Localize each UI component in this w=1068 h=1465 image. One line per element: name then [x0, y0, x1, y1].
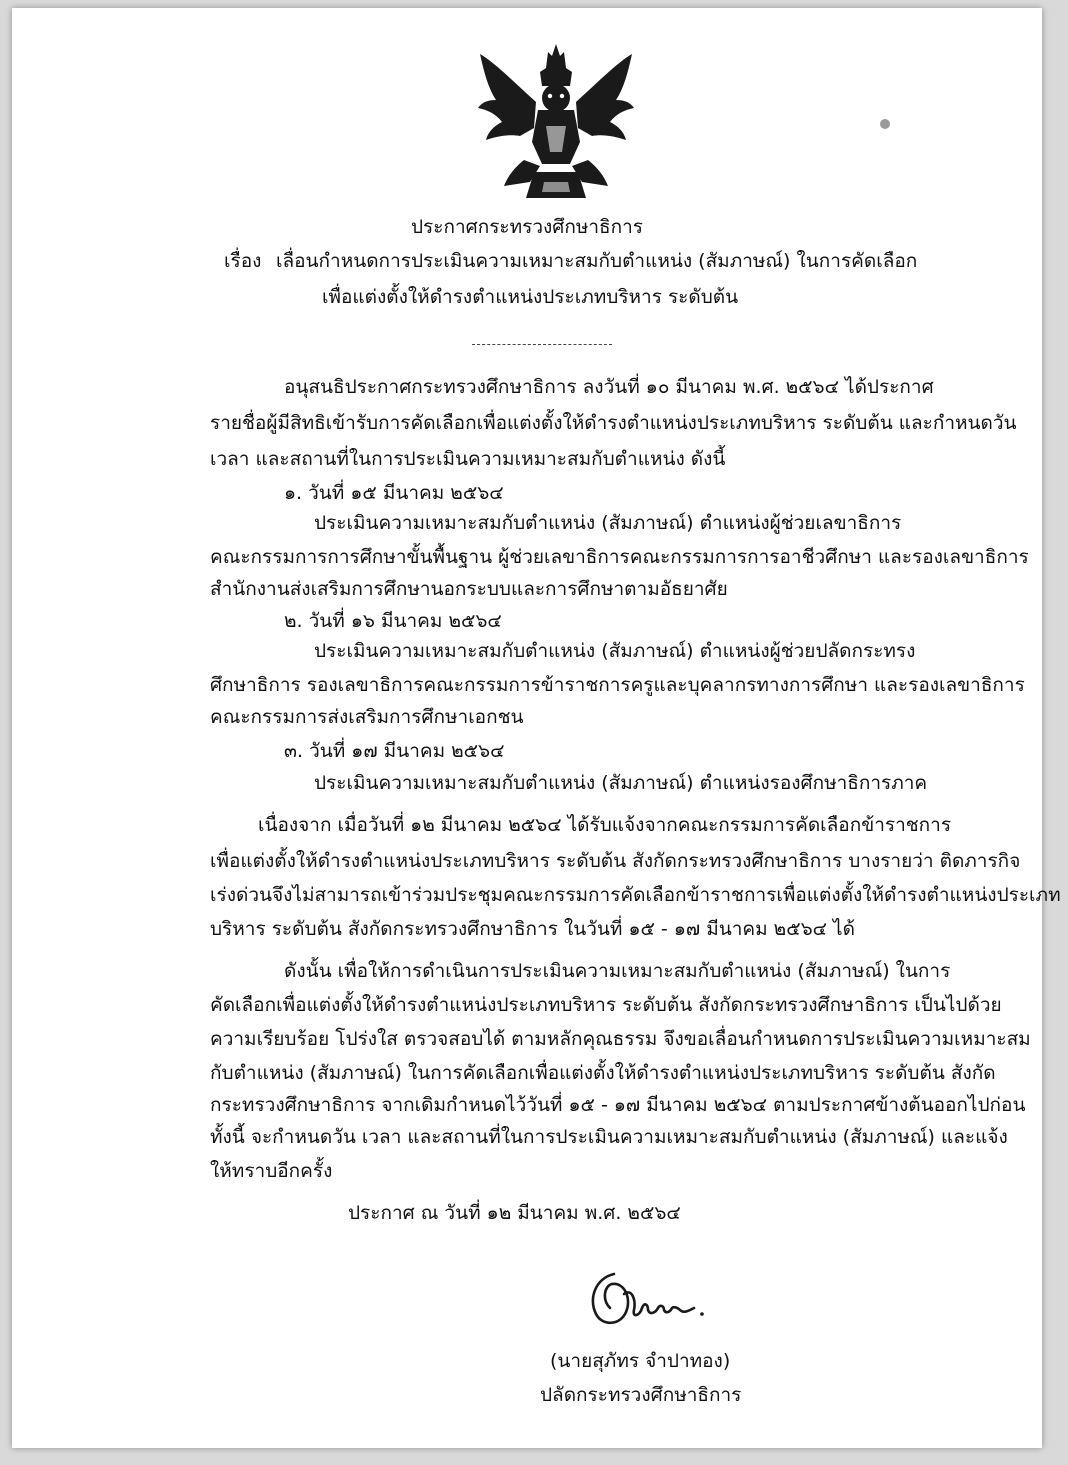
reason-line-4: บริหาร ระดับต้น สังกัดกระทรวงศึกษาธิการ ในวันที่ ๑๕ - ๑๗ มีนาคม ๒๕๖๔ ได้ [210, 918, 855, 940]
reason-line-2: เพื่อแต่งตั้งให้ดำรงตำแหน่งประเภทบริหาร ระดับต้น สังกัดกระทรวงศึกษาธิการ บางรายว่า ติดภารกิจ [210, 850, 1021, 872]
reason-line-3: เร่งด่วนจึงไม่สามารถเข้าร่วมประชุมคณะกรรมการคัดเลือกข้าราชการเพื่อแต่งตั้งให้ดำรงตำแหน่งประเภท [210, 884, 1061, 906]
scan-speck [880, 119, 890, 129]
item-1-line-3: สำนักงานส่งเสริมการศึกษานอกระบบและการศึกษาตามอัธยาศัย [210, 578, 728, 600]
signer-position: ปลัดกระทรวงศึกษาธิการ [540, 1384, 742, 1406]
item-1-line-2: คณะกรรมการการศึกษาขั้นพื้นฐาน ผู้ช่วยเลขาธิการคณะกรรมการการอาชีวศึกษา และรองเลขาธิการ [210, 546, 1029, 568]
subject-line-2: เพื่อแต่งตั้งให้ดำรงตำแหน่งประเภทบริหาร ระดับต้น [322, 286, 739, 308]
intro-line-3: เวลา และสถานที่ในการประเมินความเหมาะสมกับตำแหน่ง ดังนี้ [210, 448, 726, 470]
item-1-line-1: ประเมินความเหมาะสมกับตำแหน่ง (สัมภาษณ์) ตำแหน่งผู้ช่วยเลขาธิการ [314, 512, 902, 534]
title-divider [472, 344, 612, 345]
intro-line-2: รายชื่อผู้มีสิทธิเข้ารับการคัดเลือกเพื่อแต่งตั้งให้ดำรงตำแหน่งประเภทบริหาร ระดับต้น และกำหนดวัน [210, 412, 1017, 434]
conclusion-line-3: ความเรียบร้อย โปร่งใส ตรวจสอบได้ ตามหลักคุณธรรม จึงขอเลื่อนกำหนดการประเมินความเหมาะสม [210, 1028, 1031, 1050]
signature-icon [584, 1264, 714, 1334]
garuda-emblem-icon [474, 42, 638, 202]
intro-line-1: อนุสนธิประกาศกระทรวงศึกษาธิการ ลงวันที่ ๑๐ มีนาคม พ.ศ. ๒๕๖๔ ได้ประกาศ [284, 376, 934, 398]
item-2-line-3: คณะกรรมการส่งเสริมการศึกษาเอกชน [210, 706, 524, 728]
document-title: ประกาศกระทรวงศึกษาธิการ [410, 216, 644, 238]
item-3-line-1: ประเมินความเหมาะสมกับตำแหน่ง (สัมภาษณ์) ตำแหน่งรองศึกษาธิการภาค [314, 772, 928, 794]
conclusion-line-6: ทั้งนี้ จะกำหนดวัน เวลา และสถานที่ในการประเมินความเหมาะสมกับตำแหน่ง (สัมภาษณ์) และแจ้ง [210, 1126, 1008, 1148]
announcement-date: ประกาศ ณ วันที่ ๑๒ มีนาคม พ.ศ. ๒๕๖๔ [348, 1202, 681, 1224]
reason-line-1: เนื่องจาก เมื่อวันที่ ๑๒ มีนาคม ๒๕๖๔ ได้รับแจ้งจากคณะกรรมการคัดเลือกข้าราชการ [258, 814, 952, 836]
conclusion-line-2: คัดเลือกเพื่อแต่งตั้งให้ดำรงตำแหน่งประเภทบริหาร ระดับต้น สังกัดกระทรวงศึกษาธิการ เป็นไปด้วย [210, 994, 1002, 1016]
subject-label: เรื่อง [224, 250, 262, 272]
subject-line-1: เลื่อนกำหนดการประเมินความเหมาะสมกับตำแหน่ง (สัมภาษณ์) ในการคัดเลือก [276, 250, 918, 272]
conclusion-line-7: ให้ทราบอีกครั้ง [210, 1160, 333, 1182]
item-1-date: ๑. วันที่ ๑๕ มีนาคม ๒๕๖๔ [284, 482, 504, 504]
item-2-line-2: ศึกษาธิการ รองเลขาธิการคณะกรรมการข้าราชการครูและบุคลากรทางการศึกษา และรองเลขาธิการ [210, 674, 1025, 696]
item-2-date: ๒. วันที่ ๑๖ มีนาคม ๒๕๖๔ [284, 610, 502, 632]
item-3-date: ๓. วันที่ ๑๗ มีนาคม ๒๕๖๔ [284, 740, 505, 762]
item-2-line-1: ประเมินความเหมาะสมกับตำแหน่ง (สัมภาษณ์) ตำแหน่งผู้ช่วยปลัดกระทรง [314, 640, 916, 662]
document-page [12, 8, 1061, 1448]
conclusion-line-1: ดังนั้น เพื่อให้การดำเนินการประเมินความเหมาะสมกับตำแหน่ง (สัมภาษณ์) ในการ [284, 960, 951, 982]
conclusion-line-5: กระทรวงศึกษาธิการ จากเดิมกำหนดไว้วันที่ ๑๕ - ๑๗ มีนาคม ๒๕๖๔ ตามประกาศข้างต้นออกไปก่อน [210, 1094, 1026, 1116]
signer-name: (นายสุภัทร จำปาทอง) [550, 1350, 731, 1372]
conclusion-line-4: กับตำแหน่ง (สัมภาษณ์) ในการคัดเลือกเพื่อแต่งตั้งให้ดำรงตำแหน่งประเภทบริหาร ระดับต้น สังกัด [210, 1062, 996, 1084]
